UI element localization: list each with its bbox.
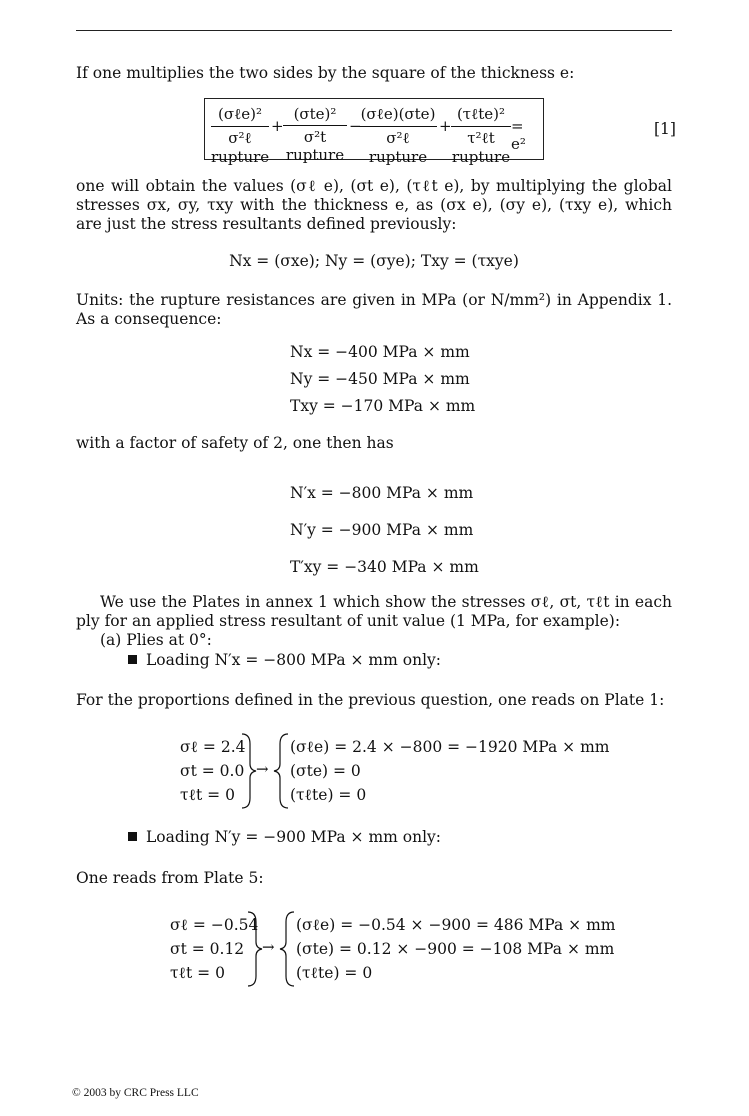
bullet-icon xyxy=(128,655,137,664)
plus-sign-1: + xyxy=(271,117,284,135)
fraction-2-numerator: (σte)² xyxy=(283,105,347,126)
sys1-left-2: σt = 0.0 xyxy=(180,762,245,780)
sys2-right-3: (τℓte) = 0 xyxy=(296,964,373,982)
fraction-3-numerator: (σℓe)(σte) xyxy=(359,105,437,127)
equation-1-rhs: = e² xyxy=(511,117,526,153)
sys1-left-1: σℓ = 2.4 xyxy=(180,738,246,756)
units-text: Units: the rupture resistances are given in MPa (or N/mm²) in Appendix 1. As a consequence: xyxy=(76,291,672,328)
sys1-right-3: (τℓte) = 0 xyxy=(290,786,367,804)
fraction-1-numerator: (σℓe)² xyxy=(211,105,269,127)
paragraph-stress-resultants: one will obtain the values (σℓ e), (σt e), (τℓt e), by multiplying the global stresses σx, σy, τxy with the thickness e, as (σx e), (σy e), (τxy e), which are just the stress resultants defined previously: xyxy=(76,177,672,233)
value-nx-prime: N′x = −800 MPa × mm xyxy=(290,484,474,502)
sys2-right-1: (σℓe) = −0.54 × −900 = 486 MPa × mm xyxy=(296,916,616,934)
bullet-icon xyxy=(128,832,137,841)
minus-sign: − xyxy=(349,117,362,135)
value-ny-prime: N′y = −900 MPa × mm xyxy=(290,521,474,539)
left-brace-icon xyxy=(278,910,296,988)
sys2-left-3: τℓt = 0 xyxy=(170,964,225,982)
system-2-right xyxy=(296,913,615,985)
loading-2 xyxy=(128,828,668,847)
safety-text: with a factor of safety of 2, one then has xyxy=(76,434,394,452)
sys1-left-3: τℓt = 0 xyxy=(180,786,235,804)
sys1-right-1: (σℓe) = 2.4 × −800 = −1920 MPa × mm xyxy=(290,738,610,756)
fraction-2-denominator: σ²t rupture xyxy=(285,128,345,164)
proportions-text: For the proportions defined in the previous question, one reads on Plate 1: xyxy=(76,691,665,709)
top-rule xyxy=(76,30,672,31)
values-list xyxy=(290,339,475,420)
sys1-right-2: (σte) = 0 xyxy=(290,762,361,780)
fraction-4-numerator: (τℓte)² xyxy=(451,105,511,127)
plies-heading: (a) Plies at 0°: xyxy=(100,631,212,649)
equation-number: [1] xyxy=(654,120,676,138)
sys2-left-1: σℓ = −0.54 xyxy=(170,916,259,934)
values-safety-list xyxy=(290,475,479,586)
fraction-4 xyxy=(451,105,511,166)
value-ny: Ny = −450 MPa × mm xyxy=(290,370,470,388)
fraction-1 xyxy=(211,105,269,166)
left-brace-icon xyxy=(272,732,290,810)
fraction-3-denominator: σ²ℓ rupture xyxy=(368,129,428,166)
value-nx: Nx = −400 MPa × mm xyxy=(290,343,470,361)
plates-text: We use the Plates in annex 1 which show the stresses σℓ, σt, τℓt in each ply for an applied stress resultant of unit value (1 MPa, for example): xyxy=(76,593,672,630)
equation-1-box xyxy=(204,98,544,166)
plus-sign-2: + xyxy=(439,117,452,135)
copyright-footer: © 2003 by CRC Press LLC xyxy=(72,1087,199,1099)
equation-2: Nx = (σxe); Ny = (σye); Txy = (τxye) xyxy=(229,252,519,270)
system-1-left xyxy=(180,735,246,807)
fraction-4-denominator: τ²ℓt rupture xyxy=(451,129,511,166)
arrow-icon: → xyxy=(256,760,269,778)
loading-1 xyxy=(128,651,668,670)
fraction-1-denominator: σ²ℓ rupture xyxy=(211,129,270,166)
value-txy: Txy = −170 MPa × mm xyxy=(290,397,476,415)
system-1-right xyxy=(290,735,609,807)
value-txy-prime: T′xy = −340 MPa × mm xyxy=(290,558,479,576)
arrow-icon: → xyxy=(262,938,275,956)
loading-1-text: Loading N′x = −800 MPa × mm only: xyxy=(146,651,441,669)
sys2-left-2: σt = 0.12 xyxy=(170,940,245,958)
loading-2-text: Loading N′y = −900 MPa × mm only: xyxy=(146,828,442,846)
plate5-text: One reads from Plate 5: xyxy=(76,869,264,887)
intro-text: If one multiplies the two sides by the square of the thickness e: xyxy=(76,64,575,82)
fraction-3 xyxy=(359,105,437,166)
sys2-right-2: (σte) = 0.12 × −900 = −108 MPa × mm xyxy=(296,940,615,958)
fraction-2 xyxy=(283,105,347,164)
